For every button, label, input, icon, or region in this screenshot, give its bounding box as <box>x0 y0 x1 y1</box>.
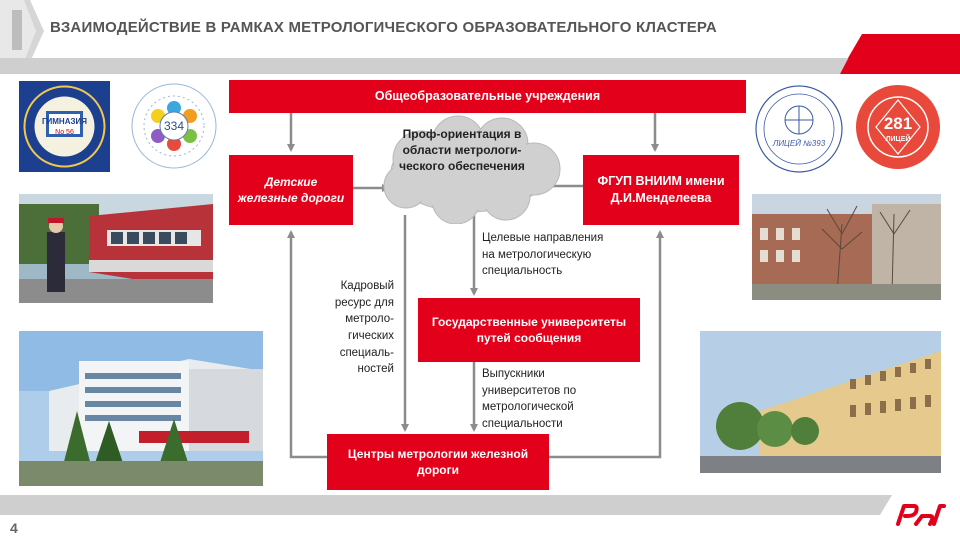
page-number: 4 <box>10 520 18 536</box>
gymnasium-logo-number: No 56 <box>55 129 74 136</box>
lyceum-281-number: 281 <box>883 114 913 133</box>
school-334-logo <box>130 82 218 170</box>
box-childrens-railways: Детские железные дороги <box>229 155 353 225</box>
note-graduates: Выпускники университетов по метрологической специальности <box>482 368 577 431</box>
box-state-universities: Государственные университеты путей сообщения <box>418 298 640 362</box>
university-building-photo <box>700 331 941 473</box>
note-staff-resource: Кадровый ресурс для метроло-гических специаль-ностей <box>334 280 394 376</box>
building-photo-left <box>19 331 263 486</box>
lyceum-393-logo <box>754 84 844 174</box>
note-target-directions: Целевые направления на метрологическую специальность <box>482 232 604 278</box>
header-red-accent <box>848 34 960 58</box>
cloud-career-guidance: Проф-ориентация в области метрологи-ческого обеспечения <box>399 127 525 174</box>
gymnasium-logo <box>19 81 110 172</box>
rzd-logo <box>894 500 948 528</box>
box-general-education: Общеобразовательные учреждения <box>229 80 746 113</box>
box-metrology-centers: Центры метрологии железной дороги <box>327 434 549 490</box>
lyceum-281-logo <box>855 84 941 170</box>
train-photo <box>19 194 213 303</box>
footer-band <box>0 492 960 518</box>
lyceum-393-text: ЛИЦЕЙ №393 <box>772 139 826 148</box>
corner-emblem <box>0 0 44 62</box>
page-title: ВЗАИМОДЕЙСТВИЕ В РАМКАХ МЕТРОЛОГИЧЕСКОГО ОБРАЗОВАТЕЛЬНОГО КЛАСТЕРА <box>50 19 717 36</box>
header-band <box>0 56 960 76</box>
gymnasium-logo-text: ГИМНАЗИЯ <box>41 117 87 126</box>
lyceum-281-word: ЛИЦЕЙ <box>885 136 911 143</box>
school-334-number: 334 <box>163 119 185 133</box>
box-vniim: ФГУП ВНИИМ имени Д.И.Менделеева <box>583 155 739 225</box>
vniim-building-photo <box>752 194 941 300</box>
